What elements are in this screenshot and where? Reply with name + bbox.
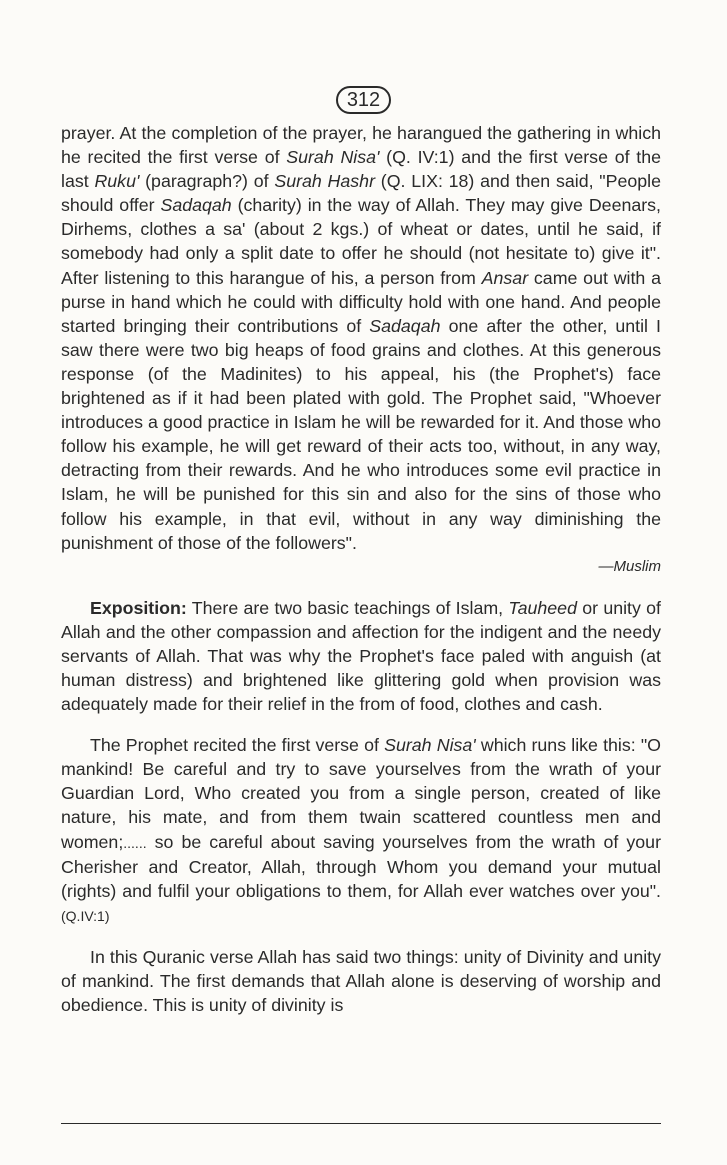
paragraph-divinity: In this Quranic verse Allah has said two things: unity of Divinity and unity of mankind. The first demands that Allah alone is deserving of worship and obedience. This is unity of divinity is	[61, 946, 661, 1016]
attribution: —Muslim	[598, 557, 661, 575]
page-number-text: 312	[336, 86, 391, 114]
page-body	[61, 121, 661, 1017]
paragraph-hadith: prayer. At the completion of the prayer, he harangued the gathering in which he recited the first verse of Surah Nisa' (Q. IV:1) and the first verse of the last Ruku' (paragraph?) of Surah Hashr (Q. LIX: 18) and then said, "People should offer Sadaqah (charity) in the way of Allah. They may give Deenars, Dirhems, clothes a sa' (about 2 kgs.) of wheat or dates, until he said, if somebody had only a split date to offer he should (not hesitate to) give it". After listening to this harangue of his, a person from Ansar came out with a purse in hand which he could with difficulty hold with one hand. And people started bringing their contributions of Sadaqah one after the other, until I saw there were two big heaps of food grains and clothes. At this generous response (of the Madinites) to his appeal, his (the Prophet's) face brightened as if it had been plated with gold. The Prophet said, "Whoever introduces a good practice in Islam he will be rewarded for it. And those who follow his example, he will get reward of their acts too, without, in any way, detracting from their rewards. And he who introduces some evil practice in Islam, he will be punished for this sin and also for the sins of those who follow his example, in that evil, without in any way diminishing the punishment of those of the followers".	[61, 123, 661, 553]
paragraph-verse: The Prophet recited the first verse of Surah Nisa' which runs like this: "O mankind! Be careful and try to save yourselves from the wrath of your Guardian Lord, Who created you from a single person, created of like nature, his mate, and from them twain scattered countless men and women;...... so be careful about saving yourselves from the wrath of your Cherisher and Creator, Allah, through Whom you demand your mutual (rights) and fulfil your obligations to them, for Allah ever watches over you". (Q.IV:1)	[61, 735, 662, 924]
paragraph-exposition: Exposition: There are two basic teachings of Islam, Tauheed or unity of Allah and the other compassion and affection for the indigent and the needy servants of Allah. That was why the Prophet's face paled with anguish (at human distress) and brightened like glittering gold when provision was adequately made for their relief in the from of food, clothes and cash.	[61, 597, 661, 715]
page-number	[0, 86, 727, 114]
bottom-rule	[61, 1123, 661, 1124]
